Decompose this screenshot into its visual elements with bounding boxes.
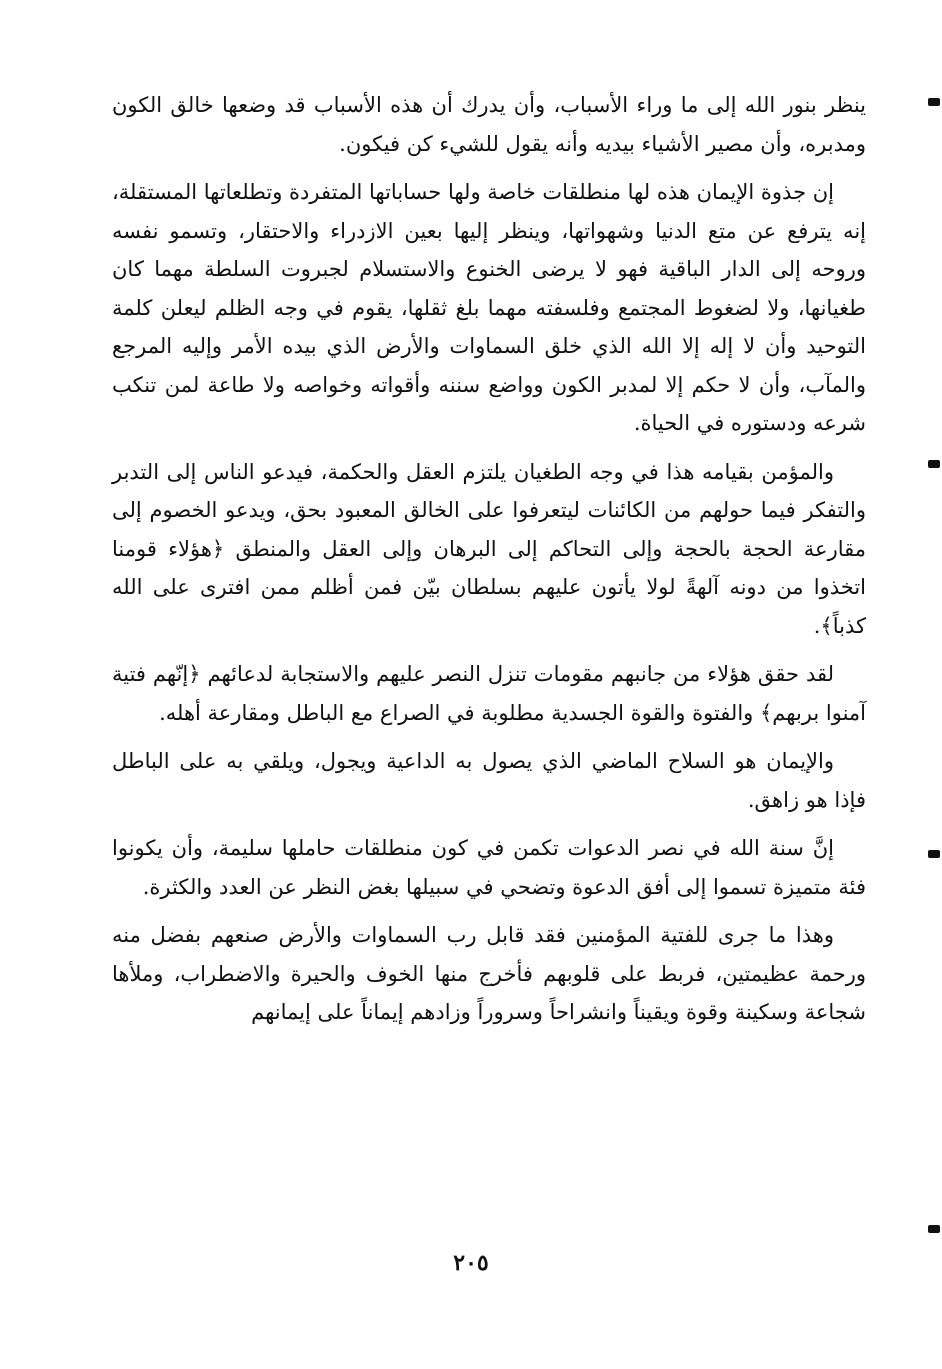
scan-edge-mark: [928, 98, 940, 106]
scan-edge-mark: [928, 460, 940, 468]
paragraph-1: ينظر بنور الله إلى ما وراء الأسباب، وأن يدرك أن هذه الأسباب قد وضعها خالق الكون ومدبره، وأن مصير الأشياء بيديه وأنه يقول للشيء كن فيكون.: [112, 93, 867, 156]
paragraph-7: وهذا ما جرى للفتية المؤمنين فقد قابل رب السماوات والأرض صنعهم بفضل منه ورحمة عظيمتين، فربط على قلوبهم فأخرج منها الخوف والحيرة والاضطراب، وملأها شجاعة وسكينة وقوة ويقيناً وانشراحاً وسروراً وزادهم إيماناً على إيمانهم: [112, 923, 866, 1024]
scan-edge-mark: [928, 850, 940, 858]
page-number: ٢٠٥: [453, 1250, 489, 1276]
paragraph-5: والإيمان هو السلاح الماضي الذي يصول به الداعية ويجول، ويلقي به على الباطل فإذا هو زاهق.: [112, 749, 866, 812]
paragraph-2: إن جذوة الإيمان هذه لها منطلقات خاصة ولها حساباتها المتفردة وتطلعاتها المستقلة، إنه يترفع عن متع الدنيا وشهواتها، وينظر إليها بعين الازدراء والاحتقار، وتسمو نفسه وروحه إلى الدار الباقية فهو لا يرضى الخنوع والاستسلام لجبروت السلطة مهما كان طغيانها، ولا لضغوط المجتمع وفلسفته مهما بلغ ثقلها، يقوم في وجه الظلم ليعلن كلمة التوحيد وأن لا إله إلا الله الذي خلق السماوات والأرض الذي بيده الأمر وإليه المرجع والمآب، وأن لا حكم إلا لمدبر الكون وواضع سننه وأقواته وخواصه ولا طاعة لمن تنكب شرعه ودستوره في الحياة.: [112, 180, 866, 435]
paragraph-6: إنَّ سنة الله في نصر الدعوات تكمن في كون منطلقات حاملها سليمة، وأن يكونوا فئة متميزة تسموا إلى أفق الدعوة وتضحي في سبيلها بغض النظر عن العدد والكثرة.: [112, 836, 866, 899]
body-text: [112, 86, 866, 1042]
paragraph-3: والمؤمن بقيامه هذا في وجه الطغيان يلتزم العقل والحكمة، فيدعو الناس إلى التدبر والتفكر فيما حولهم من الكائنات ليتعرفوا على الخالق المعبود بحق، ويدعو الخصوم إلى مقارعة الحجة بالحجة وإلى التحاكم إلى البرهان وإلى العقل والمنطق ﴿هؤلاء قومنا اتخذوا من دونه آلهةً لولا يأتون عليهم بسلطان بيّن فمن أظلم ممن افترى على الله كذباً﴾.: [112, 459, 866, 638]
scan-edge-mark: [928, 1225, 940, 1233]
paragraph-4: لقد حقق هؤلاء من جانبهم مقومات تنزل النصر عليهم والاستجابة لدعائهم ﴿إنّهم فتية آمنوا بربهم﴾ والفتوة والقوة الجسدية مطلوبة في الصراع مع الباطل ومقارعة أهله.: [112, 662, 866, 725]
